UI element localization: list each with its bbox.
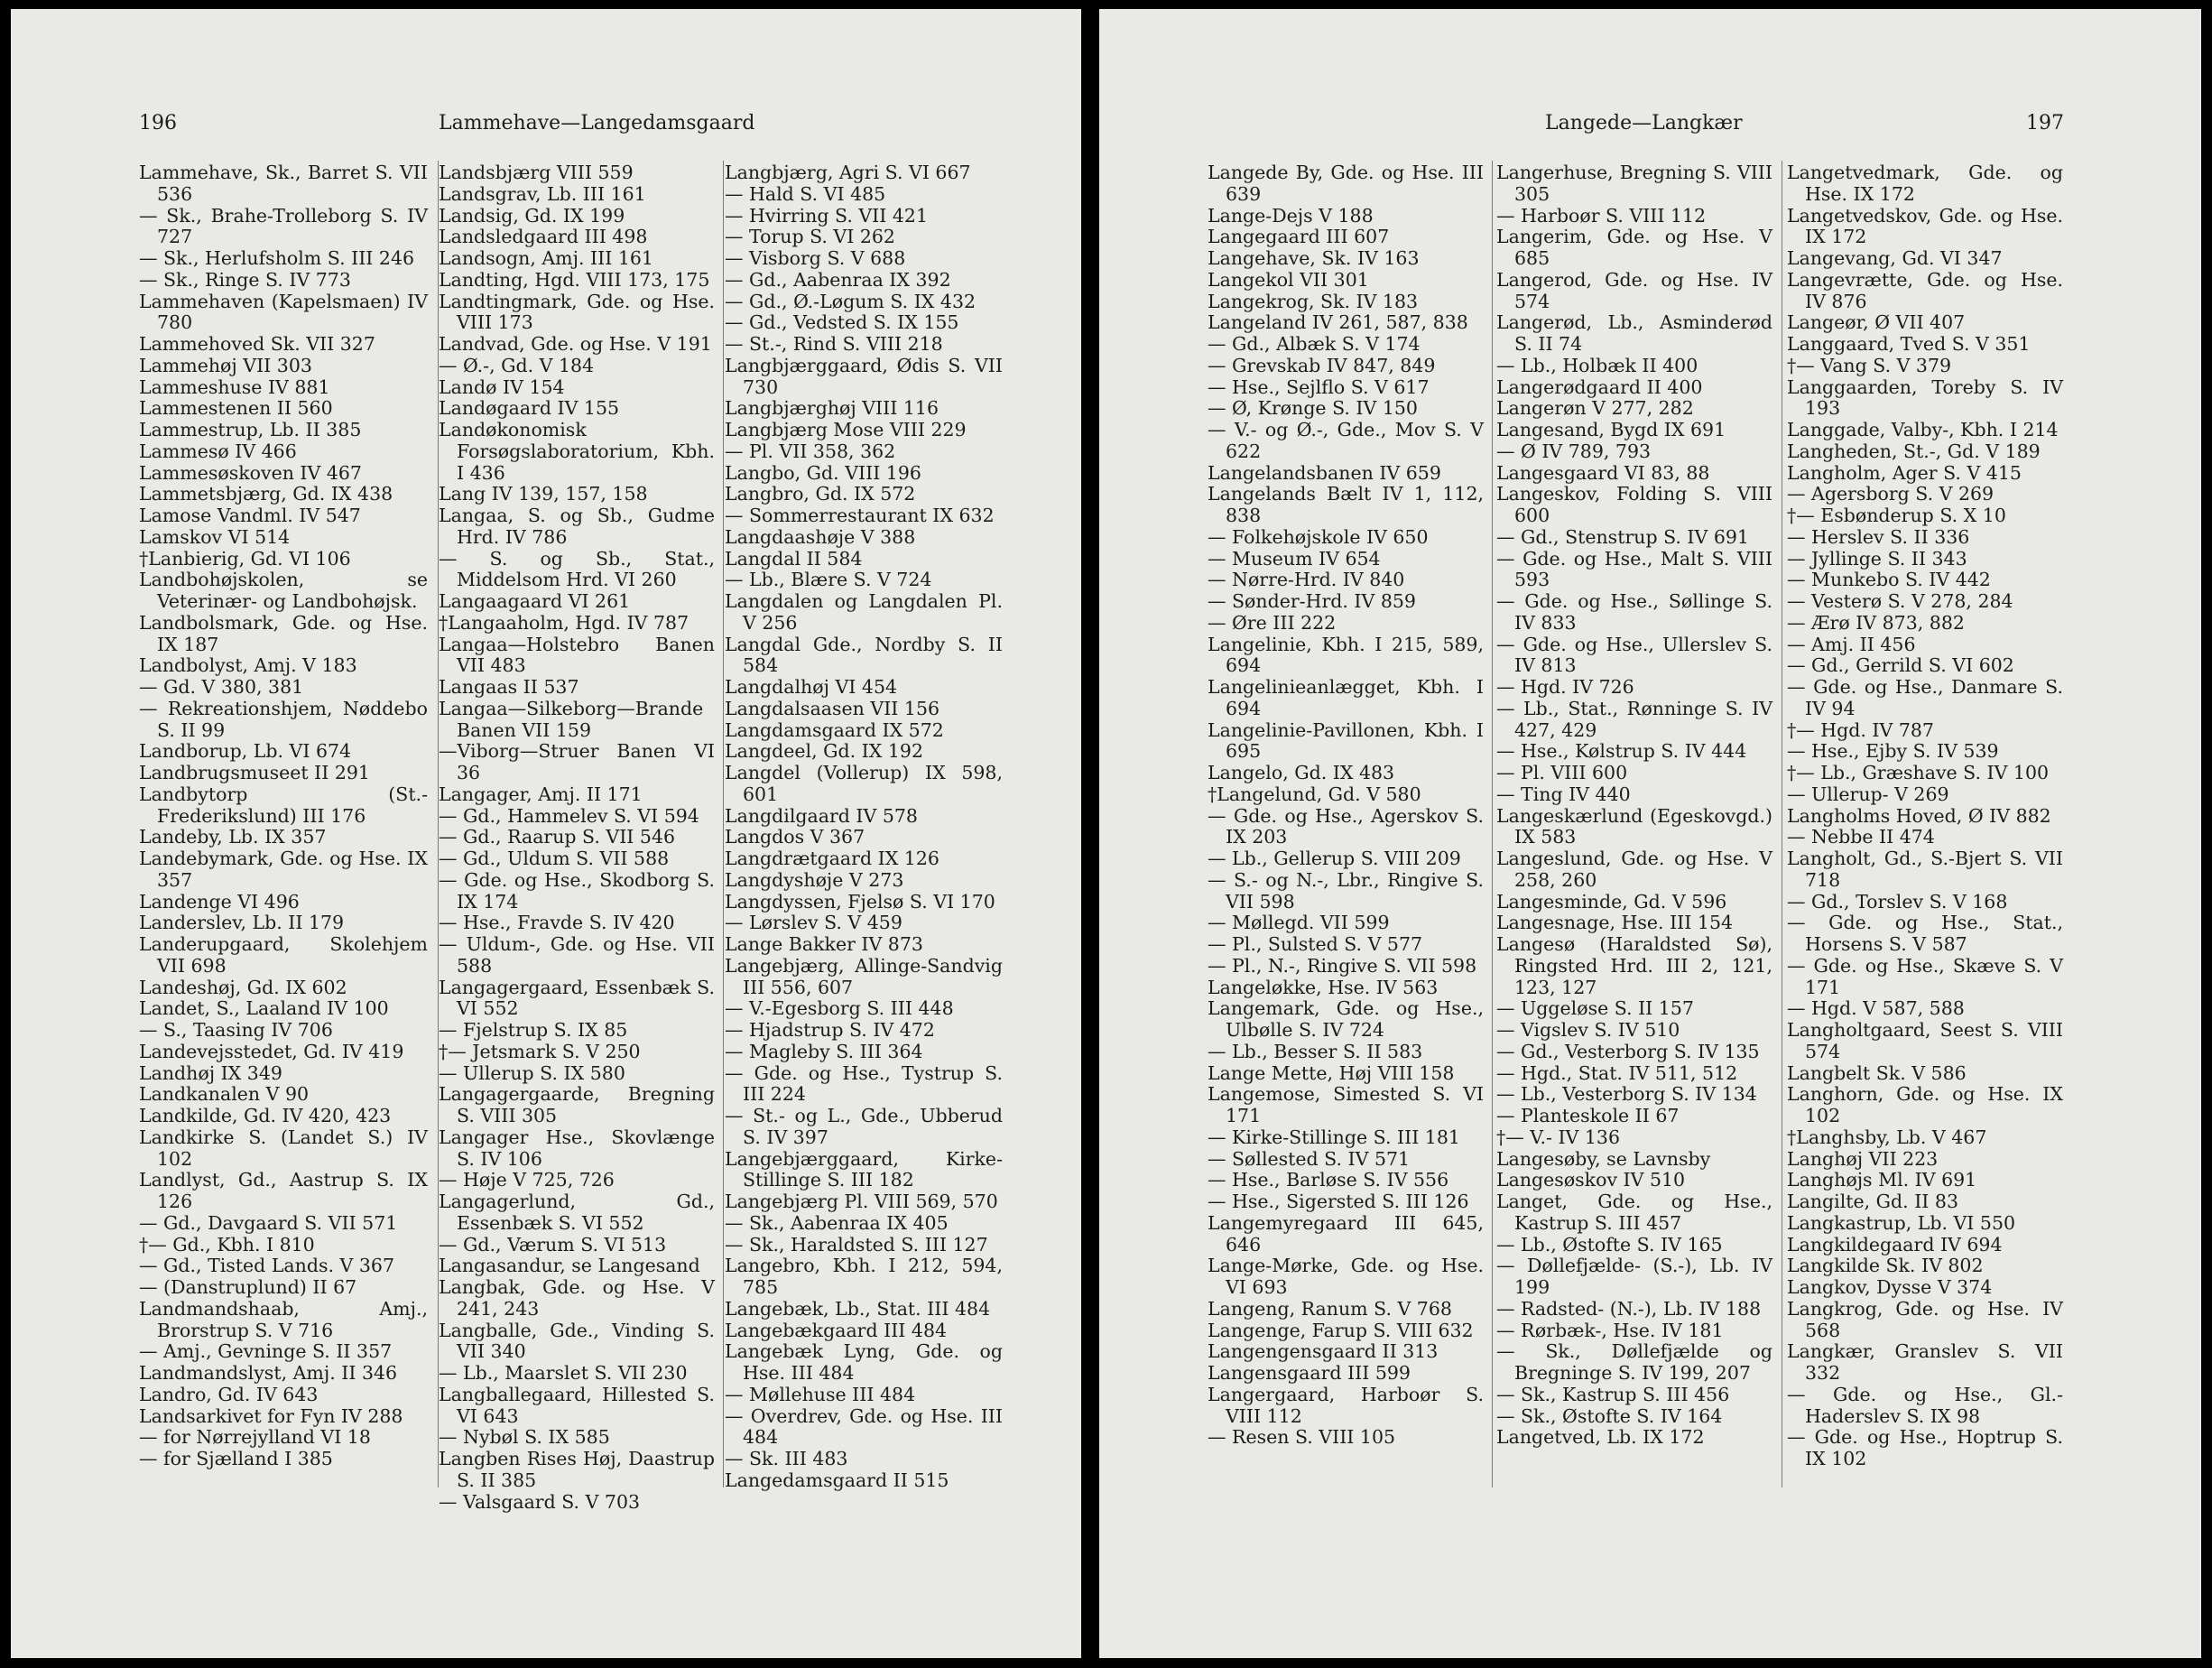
index-entry: Landbytorp (St.-Frederikslund) III 176 <box>139 783 428 827</box>
index-entry: — Ærø IV 873, 882 <box>1787 611 1965 634</box>
index-entry: — Ø.-, Gd. V 184 <box>439 354 595 376</box>
index-entry: — Overdrev, Gde. og Hse. III 484 <box>725 1404 1003 1449</box>
index-entry: Langager, Amj. II 171 <box>439 783 643 805</box>
index-entry: †— Hgd. IV 787 <box>1787 718 1934 741</box>
right-page-number: 197 <box>2026 112 2064 134</box>
index-column <box>139 162 428 1470</box>
index-entry: Lammesø IV 466 <box>139 440 297 462</box>
index-entry: Landsgrav, Lb. III 161 <box>439 182 646 205</box>
index-entry: — Kirke-Stillinge S. III 181 <box>1208 1126 1460 1148</box>
index-entry: Lange-Dejs V 188 <box>1208 204 1374 227</box>
index-entry: — Gd., Davgaard S. VII 571 <box>139 1211 398 1234</box>
index-entry: — Ullerup- V 269 <box>1787 783 1949 805</box>
index-entry: Landbolyst, Amj. V 183 <box>139 654 357 677</box>
index-entry: Langetvedskov, Gde. og Hse. IX 172 <box>1787 204 2063 248</box>
index-entry: Langaa—Silkeborg—Brande Banen VII 159 <box>439 697 704 741</box>
index-entry: Langdel (Vollerup) IX 598, 601 <box>725 762 1003 805</box>
index-entry: — Lb., Maarslet S. VII 230 <box>439 1362 688 1384</box>
index-entry: — Gd., Værum S. VI 513 <box>439 1233 667 1256</box>
index-entry: Langkastrup, Lb. VI 550 <box>1787 1211 2016 1234</box>
index-column <box>1496 162 1772 1449</box>
index-entry: Langengensgaard II 313 <box>1208 1340 1439 1363</box>
index-entry: — Gde. og Hse., Søllinge S. IV 833 <box>1496 590 1772 634</box>
index-entry: Langede By, Gde. og Hse. III 639 <box>1208 162 1484 205</box>
index-entry: Landborup, Lb. VI 674 <box>139 740 352 763</box>
index-entry: — Gde. og Hse., Tystrup S. III 224 <box>725 1061 1003 1106</box>
index-entry: — S.- og N.-, Lbr., Ringive S. VII 598 <box>1208 868 1484 913</box>
index-entry: Landeby, Lb. IX 357 <box>139 826 327 848</box>
index-entry: Langelo, Gd. IX 483 <box>1208 762 1395 783</box>
index-entry: — Planteskole II 67 <box>1496 1105 1680 1126</box>
index-entry: Langben Rises Høj, Daastrup S. II 385 <box>439 1448 715 1491</box>
index-entry: — Øre III 222 <box>1208 611 1337 634</box>
index-entry: Langaa—Holstebro Banen VII 483 <box>439 633 715 677</box>
index-entry: Langdos V 367 <box>725 826 865 848</box>
index-entry: Landsogn, Amj. III 161 <box>439 247 653 269</box>
index-entry: — Møllegd. VII 599 <box>1208 912 1390 934</box>
index-entry: Langemyregaard III 645, 646 <box>1208 1211 1484 1256</box>
index-entry: — Sk., Aabenraa IX 405 <box>725 1211 949 1234</box>
index-entry: Lammesøskoven IV 467 <box>139 461 362 484</box>
index-entry: Langheden, St.-, Gd. V 189 <box>1787 440 2041 462</box>
index-entry: — Ting IV 440 <box>1496 783 1631 805</box>
index-entry: †— Gd., Kbh. I 810 <box>139 1233 315 1256</box>
index-entry: — Radsted- (N.-), Lb. IV 188 <box>1496 1297 1762 1320</box>
index-entry: †Langelund, Gd. V 580 <box>1208 783 1421 805</box>
index-entry: — V.- og Ø.-, Gde., Mov S. V 622 <box>1208 419 1484 462</box>
index-entry: — Høje V 725, 726 <box>439 1169 615 1191</box>
index-entry: — Lb., Stat., Rønninge S. IV 427, 429 <box>1496 697 1772 741</box>
index-entry: Langelinie, Kbh. I 215, 589, 694 <box>1208 633 1484 677</box>
index-entry: — Hvirring S. VII 421 <box>725 204 929 227</box>
index-entry: Langballegaard, Hillested S. VI 643 <box>439 1383 715 1427</box>
index-entry: Landkirke S. (Landet S.) IV 102 <box>139 1126 428 1170</box>
index-entry: — S. og Sb., Stat., Middelsom Hrd. VI 260 <box>439 547 715 591</box>
index-entry: Langkær, Granslev S. VII 332 <box>1787 1340 2063 1384</box>
index-entry: †— Jetsmark S. V 250 <box>439 1040 641 1062</box>
index-entry: Langdrætgaard IX 126 <box>725 848 939 869</box>
index-entry: Langelinie-Pavillonen, Kbh. I 695 <box>1208 718 1484 763</box>
index-entry: Langeslund, Gde. og Hse. V 258, 260 <box>1496 848 1772 891</box>
index-entry: — Rørbæk-, Hse. IV 181 <box>1496 1319 1724 1341</box>
index-entry: Landvad, Gde. og Hse. V 191 <box>439 333 712 355</box>
index-entry: — Ullerup S. IX 580 <box>439 1061 625 1084</box>
index-entry: — Sk., Haraldsted S. III 127 <box>725 1233 988 1256</box>
index-entry: Langesø (Haraldsted Sø), Ringsted Hrd. III 2, 121, 123, 127 <box>1496 933 1772 998</box>
index-entry: — Amj. II 456 <box>1787 633 1916 655</box>
index-entry: — Hgd. IV 726 <box>1496 676 1634 698</box>
index-entry: Langgaard, Tved S. V 351 <box>1787 333 2031 355</box>
index-entry: — Gd., Vesterborg S. IV 135 <box>1496 1040 1760 1062</box>
index-column <box>439 162 715 1513</box>
index-entry: — Gd., Hammelev S. VI 594 <box>439 804 699 827</box>
index-entry: Lammestenen II 560 <box>139 397 333 420</box>
index-entry: Langensgaard III 599 <box>1208 1362 1411 1384</box>
index-entry: — Gde. og Hse., Hoptrup S. IX 102 <box>1787 1426 2063 1469</box>
right-running-title: Langede—Langkær <box>1545 112 1743 134</box>
index-entry: Langkrog, Gde. og Hse. IV 568 <box>1787 1297 2063 1341</box>
index-entry: Langbjærg, Agri S. VI 667 <box>725 162 971 183</box>
index-entry: Landøgaard IV 155 <box>439 397 620 420</box>
index-entry: Langholm, Ager S. V 415 <box>1787 461 2022 484</box>
index-entry: Lange-Mørke, Gde. og Hse. VI 693 <box>1208 1255 1484 1298</box>
index-entry: Langbjærghøj VIII 116 <box>725 397 939 420</box>
index-entry: Langhøjs Ml. IV 691 <box>1787 1169 1977 1191</box>
index-entry: †Lanbierig, Gd. VI 106 <box>139 547 351 570</box>
index-entry: Langerødgaard II 400 <box>1496 375 1703 398</box>
index-entry: Langevrætte, Gde. og Hse. IV 876 <box>1787 268 2063 312</box>
index-entry: — Jyllinge S. II 343 <box>1787 547 1967 570</box>
column-divider <box>1492 161 1493 1487</box>
index-entry: †— V.- IV 136 <box>1496 1126 1620 1148</box>
index-entry: Langeland IV 261, 587, 838 <box>1208 311 1468 334</box>
index-entry: Langebjærg, Allinge-Sandvig III 556, 607 <box>725 954 1003 998</box>
index-entry: — Møllehuse III 484 <box>725 1383 916 1405</box>
index-entry: Landebymark, Gde. og Hse. IX 357 <box>139 848 428 891</box>
index-entry: — Vigslev S. IV 510 <box>1496 1019 1680 1041</box>
index-entry: Landhøj IX 349 <box>139 1061 282 1084</box>
index-entry: — Gde. og Hse., Agerskov S. IX 203 <box>1208 804 1484 848</box>
index-entry: Lammehave, Sk., Barret S. VII 536 <box>139 162 428 205</box>
index-column <box>725 162 1003 1492</box>
index-entry: Langenge, Farup S. VIII 632 <box>1208 1319 1474 1341</box>
left-running-title: Lammehave—Langedamsgaard <box>439 112 755 134</box>
index-entry: — Sønder-Hrd. IV 859 <box>1208 590 1416 612</box>
index-entry: — V.-Egesborg S. III 448 <box>725 997 954 1020</box>
index-entry: Langbak, Gde. og Hse. V 241, 243 <box>439 1276 715 1320</box>
index-entry: Landro, Gd. IV 643 <box>139 1383 319 1405</box>
index-entry: Landsbjærg VIII 559 <box>439 162 634 183</box>
index-entry: Langhøj VII 223 <box>1787 1147 1939 1170</box>
index-entry: †— Esbønderup S. X 10 <box>1787 505 2006 526</box>
index-entry: — Gde. og Hse., Skodborg S. IX 174 <box>439 868 715 913</box>
index-entry: Langagerlund, Gd., Essenbæk S. VI 552 <box>439 1191 715 1234</box>
index-entry: — Amj., Gevninge S. II 357 <box>139 1340 393 1363</box>
index-entry: — Lb., Blære S. V 724 <box>725 569 932 591</box>
index-entry: — Sk., Herlufsholm S. III 246 <box>139 247 415 269</box>
index-entry: Langeør, Ø VII 407 <box>1787 311 1966 334</box>
right-page-header <box>1099 112 2201 143</box>
index-entry: Landbolsmark, Gde. og Hse. IX 187 <box>139 611 428 655</box>
index-entry: Langelinieanlægget, Kbh. I 694 <box>1208 676 1484 719</box>
index-entry: Langaas II 537 <box>439 676 579 698</box>
index-entry: — Gd., Albæk S. V 174 <box>1208 333 1421 355</box>
index-entry: — Gd., Torslev S. V 168 <box>1787 890 2008 913</box>
index-entry: Langerøn V 277, 282 <box>1496 397 1694 420</box>
index-entry: Langbelt Sk. V 586 <box>1787 1061 1967 1084</box>
index-entry: — Sk., Østofte S. IV 164 <box>1496 1404 1723 1427</box>
index-entry: Landkilde, Gd. IV 420, 423 <box>139 1105 392 1126</box>
index-entry: Lammeshuse IV 881 <box>139 375 330 398</box>
index-entry: — Museum IV 654 <box>1208 547 1381 570</box>
index-entry: Langilte, Gd. II 83 <box>1787 1191 1959 1212</box>
index-entry: Langdalsaasen VII 156 <box>725 697 940 719</box>
index-entry: Langelands Bælt IV 1, 112, 838 <box>1208 483 1484 526</box>
index-entry: Landet, S., Laaland IV 100 <box>139 997 389 1020</box>
index-entry: Langekol VII 301 <box>1208 268 1369 291</box>
index-entry: — Søllested S. IV 571 <box>1208 1147 1411 1170</box>
index-entry: Langelandsbanen IV 659 <box>1208 461 1441 484</box>
index-entry: Langesand, Bygd IX 691 <box>1496 419 1726 440</box>
index-entry: Langeng, Ranum S. V 768 <box>1208 1297 1452 1320</box>
index-entry: — St.-, Rind S. VIII 218 <box>725 333 943 355</box>
index-entry: — Lb., Østofte S. IV 165 <box>1496 1233 1723 1256</box>
index-entry: Langdalen og Langdalen Pl. V 256 <box>725 590 1003 634</box>
index-entry: Langdamsgaard IX 572 <box>725 718 944 741</box>
index-entry: Langegaard III 607 <box>1208 226 1390 248</box>
index-entry: Langagergaard, Essenbæk S. VI 552 <box>439 976 715 1020</box>
index-entry: — Gd. V 380, 381 <box>139 676 304 698</box>
index-entry: — Harboør S. VIII 112 <box>1496 204 1707 227</box>
index-entry: — Døllefjælde- (S.-), Lb. IV 199 <box>1496 1255 1772 1298</box>
index-entry: — Gd., Raarup S. VII 546 <box>439 826 676 848</box>
index-entry: — Gd., Stenstrup S. IV 691 <box>1496 525 1749 548</box>
index-entry: Langagergaarde, Bregning S. VIII 305 <box>439 1083 715 1126</box>
index-entry: — Gde. og Hse., Stat., Horsens S. V 587 <box>1787 912 2063 955</box>
index-column <box>1787 162 2063 1470</box>
index-entry: Langholms Hoved, Ø IV 882 <box>1787 804 2051 827</box>
index-entry: Langdaashøje V 388 <box>725 525 916 548</box>
index-entry: Langemark, Gde. og Hse., Ulbølle S. IV 724 <box>1208 997 1484 1041</box>
index-entry: Langhorn, Gde. og Hse. IX 102 <box>1787 1083 2063 1126</box>
index-entry: †— Lb., Græshave S. IV 100 <box>1787 762 2050 783</box>
index-entry: Langehave, Sk. IV 163 <box>1208 247 1420 269</box>
index-entry: †— Vang S. V 379 <box>1787 354 1952 376</box>
index-entry: — Pl., N.-, Ringive S. VII 598 <box>1208 954 1477 977</box>
index-entry: Lammestrup, Lb. II 385 <box>139 419 362 440</box>
index-entry: — Uldum-, Gde. og Hse. VII 588 <box>439 933 715 977</box>
index-entry: — Sk. III 483 <box>725 1448 848 1469</box>
index-entry: — Gde. og Hse., Gl.-Haderslev S. IX 98 <box>1787 1383 2063 1427</box>
index-entry: Langaa, S. og Sb., Gudme Hrd. IV 786 <box>439 505 715 548</box>
index-entry: Landø IV 154 <box>439 375 565 398</box>
index-entry: Langbjærggaard, Ødis S. VII 730 <box>725 354 1003 398</box>
index-entry: Langbo, Gd. VIII 196 <box>725 461 921 484</box>
index-entry: — Pl. VIII 600 <box>1496 762 1628 783</box>
index-entry: — Munkebo S. IV 442 <box>1787 569 1991 591</box>
column-divider <box>723 161 724 1487</box>
index-entry: — Gd., Ø.-Løgum S. IX 432 <box>725 290 976 312</box>
index-entry: Langdalhøj VI 454 <box>725 676 898 698</box>
index-entry: Langballe, Gde., Vinding S. VII 340 <box>439 1319 715 1363</box>
index-entry: Langesnage, Hse. III 154 <box>1496 912 1734 934</box>
index-entry: Landbohøjskolen, se Veterinær- og Landbohøjsk. <box>139 569 428 612</box>
index-entry: Langaagaard VI 261 <box>439 590 631 612</box>
index-entry: — Sk., Ringe S. IV 773 <box>139 268 351 291</box>
index-entry: Landtingmark, Gde. og Hse. VIII 173 <box>439 290 715 334</box>
index-entry: Langgade, Valby-, Kbh. I 214 <box>1787 419 2059 440</box>
index-entry: — Hjadstrup S. IV 472 <box>725 1019 935 1041</box>
index-entry: — Sommerrestaurant IX 632 <box>725 505 995 526</box>
index-entry: Langdeel, Gd. IX 192 <box>725 740 924 763</box>
index-entry: Langerød, Lb., Asminderød S. II 74 <box>1496 311 1772 355</box>
index-entry: — Hse., Sigersted S. III 126 <box>1208 1191 1469 1212</box>
index-entry: — Valsgaard S. V 703 <box>439 1490 641 1513</box>
left-page-number: 196 <box>139 112 177 134</box>
index-entry: Langebækgaard III 484 <box>725 1319 948 1341</box>
index-entry: Lammehaven (Kapelsmaen) IV 780 <box>139 290 428 334</box>
index-entry: — Hse., Fravde S. IV 420 <box>439 912 675 934</box>
index-entry: Langedamsgaard II 515 <box>725 1469 949 1491</box>
index-entry: — Folkehøjskole IV 650 <box>1208 525 1429 548</box>
index-entry: Langerhuse, Bregning S. VIII 305 <box>1496 162 1772 205</box>
index-entry: Langdyshøje V 273 <box>725 868 904 891</box>
index-entry: Langerod, Gde. og Hse. IV 574 <box>1496 268 1772 312</box>
index-entry: — Lb., Vesterborg S. IV 134 <box>1496 1083 1757 1106</box>
index-entry: — for Sjælland I 385 <box>139 1448 333 1469</box>
index-entry: Langebæk, Lb., Stat. III 484 <box>725 1297 991 1320</box>
index-entry: — Pl. VII 358, 362 <box>725 440 896 462</box>
index-entry: Langetvedmark, Gde. og Hse. IX 172 <box>1787 162 2063 205</box>
index-entry: —Viborg—Struer Banen VI 36 <box>439 740 715 783</box>
index-entry: — Grevskab IV 847, 849 <box>1208 354 1436 376</box>
right-page <box>1099 9 2201 1658</box>
index-entry: — Agersborg S. V 269 <box>1787 483 1995 505</box>
index-entry: Landmandshaab, Amj., Brorstrup S. V 716 <box>139 1297 428 1341</box>
index-entry: — Nybøl S. IX 585 <box>439 1426 610 1449</box>
index-entry: — Hgd. V 587, 588 <box>1787 997 1965 1020</box>
index-entry: Langesgaard VI 83, 88 <box>1496 461 1710 484</box>
index-entry: †Langaaholm, Hgd. IV 787 <box>439 611 690 634</box>
index-entry: Langholt, Gd., S.-Bjert S. VII 718 <box>1787 848 2063 891</box>
index-entry: Langbro, Gd. IX 572 <box>725 483 916 505</box>
index-entry: Langager Hse., Skovlænge S. IV 106 <box>439 1126 715 1170</box>
index-entry: — Gde. og Hse., Malt S. VIII 593 <box>1496 547 1772 591</box>
index-entry: Lammehøj VII 303 <box>139 354 312 376</box>
index-entry: — Resen S. VIII 105 <box>1208 1426 1396 1449</box>
index-entry: — Hse., Barløse S. IV 556 <box>1208 1169 1449 1191</box>
index-entry: — Magleby S. III 364 <box>725 1040 923 1062</box>
index-entry: Langebjærggaard, Kirke-Stillinge S. III 182 <box>725 1147 1003 1191</box>
index-entry: Langdilgaard IV 578 <box>725 804 918 827</box>
index-entry: — Sk., Døllefjælde og Bregninge S. IV 199, 207 <box>1496 1340 1772 1384</box>
index-entry: Landlyst, Gd., Aastrup S. IX 126 <box>139 1169 428 1212</box>
index-entry: Langergaard, Harboør S. VIII 112 <box>1208 1383 1484 1427</box>
index-entry: — Hse., Kølstrup S. IV 444 <box>1496 740 1747 763</box>
index-entry: Langeskærlund (Egeskovgd.) IX 583 <box>1496 804 1772 848</box>
index-entry: — (Danstruplund) II 67 <box>139 1276 357 1298</box>
index-entry: — Uggeløse S. II 157 <box>1496 997 1694 1020</box>
index-entry: — Gde. og Hse., Ullerslev S. IV 813 <box>1496 633 1772 677</box>
index-entry: Langemose, Simested S. VI 171 <box>1208 1083 1484 1126</box>
index-entry: — Gd., Aabenraa IX 392 <box>725 268 951 291</box>
index-entry: Langdyssen, Fjelsø S. VI 170 <box>725 890 995 913</box>
index-entry: — Hgd., Stat. IV 511, 512 <box>1496 1061 1738 1084</box>
left-page-header <box>11 112 1081 143</box>
index-entry: Langesminde, Gd. V 596 <box>1496 890 1727 913</box>
index-entry: Langesøby, se Lavnsby <box>1496 1147 1711 1170</box>
index-entry: — Sk., Kastrup S. III 456 <box>1496 1383 1730 1405</box>
index-entry: Langdal II 584 <box>725 547 863 570</box>
index-entry: Landmandslyst, Amj. II 346 <box>139 1362 398 1384</box>
index-entry: Lange Bakker IV 873 <box>725 933 923 955</box>
index-entry: Landsledgaard III 498 <box>439 226 648 248</box>
index-entry: Landkanalen V 90 <box>139 1083 310 1106</box>
index-entry: — Rekreationshjem, Nøddebo S. II 99 <box>139 697 428 741</box>
index-entry: — Lb., Besser S. II 583 <box>1208 1040 1423 1062</box>
index-entry: Lammehoved Sk. VII 327 <box>139 333 375 355</box>
index-entry: Langebæk Lyng, Gde. og Hse. III 484 <box>725 1340 1003 1384</box>
left-page <box>11 9 1081 1658</box>
index-entry: Landenge VI 496 <box>139 890 300 913</box>
index-entry: Lamskov VI 514 <box>139 525 291 548</box>
index-entry: Landerslev, Lb. II 179 <box>139 912 345 934</box>
index-entry: Landeshøj, Gd. IX 602 <box>139 976 347 998</box>
index-entry: Langkilde Sk. IV 802 <box>1787 1255 1984 1277</box>
index-entry: — Nørre-Hrd. IV 840 <box>1208 569 1405 591</box>
index-entry: — Fjelstrup S. IX 85 <box>439 1019 628 1041</box>
index-entry: Langebro, Kbh. I 212, 594, 785 <box>725 1255 1003 1298</box>
index-entry: Langholtgaard, Seest S. VIII 574 <box>1787 1019 2063 1062</box>
index-entry: Langeløkke, Hse. IV 563 <box>1208 976 1439 998</box>
index-entry: — Gde. og Hse., Skæve S. V 171 <box>1787 954 2063 998</box>
index-entry: — Torup S. VI 262 <box>725 226 895 248</box>
index-entry: Langetved, Lb. IX 172 <box>1496 1426 1705 1449</box>
index-entry: Landevejsstedet, Gd. IV 419 <box>139 1040 404 1062</box>
index-entry: Lammetsbjærg, Gd. IX 438 <box>139 483 393 505</box>
index-entry: Langeskov, Folding S. VIII 600 <box>1496 483 1772 526</box>
index-entry: Langgaarden, Toreby S. IV 193 <box>1787 375 2063 420</box>
index-entry: — Ø, Krønge S. IV 150 <box>1208 397 1418 420</box>
index-entry: — Gd., Tisted Lands. V 367 <box>139 1255 394 1277</box>
index-entry: Landøkonomisk Forsøgslaboratorium, Kbh. I 436 <box>439 419 715 484</box>
index-entry: Langebjærg Pl. VIII 569, 570 <box>725 1191 998 1212</box>
index-entry: — St.- og L., Gde., Ubberud S. IV 397 <box>725 1105 1003 1148</box>
index-entry: — Vesterø S. V 278, 284 <box>1787 590 2013 612</box>
index-entry: Lang IV 139, 157, 158 <box>439 483 648 505</box>
index-entry: — Lb., Gellerup S. VIII 209 <box>1208 848 1461 869</box>
index-entry: Langkov, Dysse V 374 <box>1787 1276 1993 1298</box>
index-entry: Langkildegaard IV 694 <box>1787 1233 2003 1256</box>
index-entry: Langasandur, se Langesand <box>439 1255 700 1277</box>
index-entry: Landerupgaard, Skolehjem VII 698 <box>139 933 428 977</box>
index-entry: Landsig, Gd. IX 199 <box>439 204 625 227</box>
index-entry: Langerim, Gde. og Hse. V 685 <box>1496 226 1772 269</box>
index-entry: Langevang, Gd. VI 347 <box>1787 247 2003 269</box>
index-entry: — Visborg S. V 688 <box>725 247 906 269</box>
index-entry: — Hse., Ejby S. IV 539 <box>1787 740 1999 763</box>
index-entry: — Hald S. VI 485 <box>725 182 886 205</box>
index-entry: Landting, Hgd. VIII 173, 175 <box>439 268 710 291</box>
index-entry: — Hse., Sejlflo S. V 617 <box>1208 375 1430 398</box>
index-entry: — Herslev S. II 336 <box>1787 525 1970 548</box>
index-entry: Langdal Gde., Nordby S. II 584 <box>725 633 1003 677</box>
index-entry: — Gd., Uldum S. VII 588 <box>439 848 670 869</box>
index-entry: — Gde. og Hse., Danmare S. IV 94 <box>1787 676 2063 719</box>
index-entry: — Lørslev S. V 459 <box>725 912 902 934</box>
index-entry: — Gd., Gerrild S. VI 602 <box>1787 654 2014 677</box>
index-entry: — Nebbe II 474 <box>1787 826 1935 848</box>
index-entry: — Pl., Sulsted S. V 577 <box>1208 933 1423 955</box>
index-entry: Langet, Gde. og Hse., Kastrup S. III 457 <box>1496 1191 1772 1234</box>
index-entry: Langekrog, Sk. IV 183 <box>1208 290 1419 312</box>
index-entry: — Ø IV 789, 793 <box>1496 440 1652 462</box>
index-entry: Langesøskov IV 510 <box>1496 1169 1686 1191</box>
index-column <box>1208 162 1484 1449</box>
index-entry: — S., Taasing IV 706 <box>139 1019 333 1041</box>
index-entry: — Gd., Vedsted S. IX 155 <box>725 311 959 334</box>
index-entry: Langbjærg Mose VIII 229 <box>725 419 967 440</box>
index-entry: — Sk., Brahe-Trolleborg S. IV 727 <box>139 204 428 248</box>
index-entry: — for Nørrejylland VI 18 <box>139 1426 371 1449</box>
index-entry: — Lb., Holbæk II 400 <box>1496 354 1698 376</box>
index-entry: Lamose Vandml. IV 547 <box>139 505 361 526</box>
index-entry: Landbrugsmuseet II 291 <box>139 762 370 783</box>
index-entry: Landsarkivet for Fyn IV 288 <box>139 1404 403 1427</box>
index-entry: Lange Mette, Høj VIII 158 <box>1208 1061 1455 1084</box>
index-entry: †Langhsby, Lb. V 467 <box>1787 1126 1987 1148</box>
